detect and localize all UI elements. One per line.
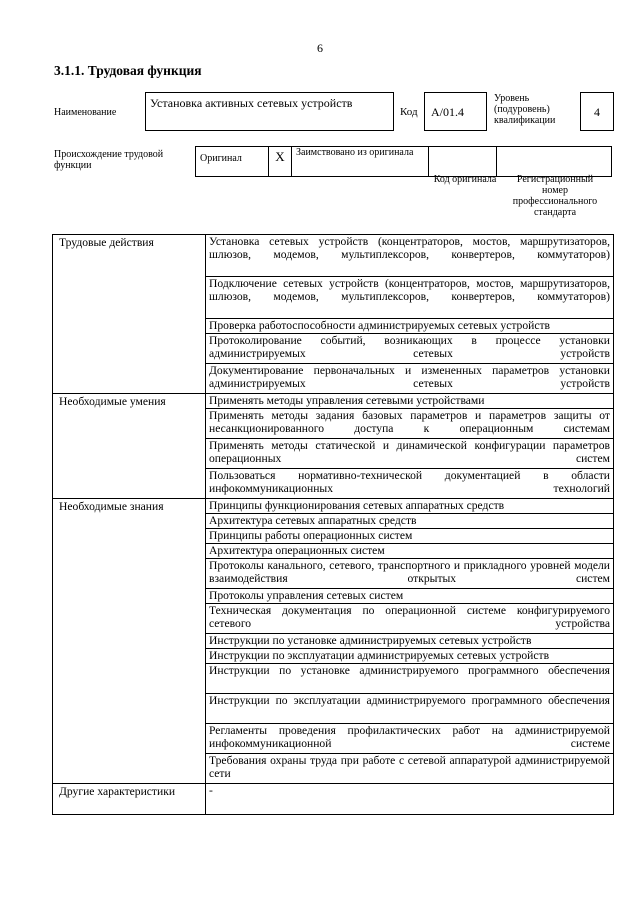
list-item: Инструкции по эксплуатации администрируемых сетевых устройств	[206, 649, 614, 664]
list-item: Применять методы задания базовых параметров и параметров защиты от несанкционированного доступа к операционным системам	[206, 409, 614, 439]
origin-label: Происхождение трудовой функции	[54, 149, 164, 171]
section-title: 3.1.1. Трудовая функция	[54, 63, 202, 78]
list-item: Инструкции по установке администрируемых сетевых устройств	[206, 634, 614, 649]
name-label: Наименование	[54, 107, 117, 118]
list-item: Проверка работоспособности администрируемых сетевых устройств	[206, 319, 614, 334]
registration-number-cell	[497, 147, 612, 177]
section-title-knowledge: Необходимые знания	[53, 499, 206, 784]
list-item: Архитектура сетевых аппаратных средств	[206, 514, 614, 529]
table-row	[53, 499, 614, 514]
list-item: Документирование первоначальных и измененных параметров установки администрируемых сетевых устройств	[206, 364, 614, 394]
original-code-cell	[429, 147, 497, 177]
list-item: Протоколы канального, сетевого, транспортного и прикладного уровней модели взаимодействия открытых систем	[206, 559, 614, 589]
list-item: Применять методы статической и динамической конфигурации параметров операционных систем	[206, 439, 614, 469]
function-name-field: Установка активных сетевых устройств	[145, 92, 394, 131]
list-item: Архитектура операционных систем	[206, 544, 614, 559]
original-label: Оригинал	[196, 147, 269, 177]
borrowed-label: Заимствовано из оригинала	[292, 147, 429, 177]
list-item: Инструкции по эксплуатации администрируемого программного обеспечения	[206, 694, 614, 724]
list-item: Пользоваться нормативно-технической документацией в области инфокоммуникационных технологий	[206, 469, 614, 499]
list-item: Установка сетевых устройств (концентраторов, мостов, маршрутизаторов, шлюзов, модемов, мультиплексоров, конвертеров, коммутаторов)	[206, 235, 614, 277]
original-code-caption: Код оригинала	[433, 174, 497, 185]
section-title-other: Другие характеристики	[53, 784, 206, 815]
list-item: Подключение сетевых устройств (концентраторов, мостов, маршрутизаторов, шлюзов, модемов, мультиплексоров, конвертеров, коммутаторов)	[206, 277, 614, 319]
list-item: Инструкции по установке администрируемого программного обеспечения	[206, 664, 614, 694]
list-item: Применять методы управления сетевыми устройствами	[206, 394, 614, 409]
level-value-field: 4	[580, 92, 614, 131]
function-details-table	[52, 234, 614, 815]
page-number: 6	[317, 41, 323, 55]
level-label: Уровень (подуровень) квалификации	[494, 93, 556, 126]
original-mark: X	[269, 147, 292, 177]
list-item: Регламенты проведения профилактических работ на администрируемой инфокоммуникационной системе	[206, 724, 614, 754]
code-label: Код	[400, 106, 418, 118]
list-item: -	[206, 784, 614, 815]
list-item: Протоколы управления сетевых систем	[206, 589, 614, 604]
section-title-labor-actions: Трудовые действия	[53, 235, 206, 394]
table-row	[53, 394, 614, 409]
list-item: Требования охраны труда при работе с сетевой аппаратурой администрируемой сети	[206, 754, 614, 784]
section-title-skills: Необходимые умения	[53, 394, 206, 499]
list-item: Принципы функционирования сетевых аппаратных средств	[206, 499, 614, 514]
origin-table	[195, 146, 612, 177]
list-item: Принципы работы операционных систем	[206, 529, 614, 544]
list-item: Протоколирование событий, возникающих в процессе установки администрируемых сетевых устройств	[206, 334, 614, 364]
registration-number-caption: Регистрационный номер профессионального стандарта	[512, 174, 598, 218]
table-row	[53, 235, 614, 277]
table-row	[53, 784, 614, 815]
list-item: Техническая документация по операционной системе конфигурируемого сетевого устройства	[206, 604, 614, 634]
code-value-field: A/01.4	[424, 92, 487, 131]
